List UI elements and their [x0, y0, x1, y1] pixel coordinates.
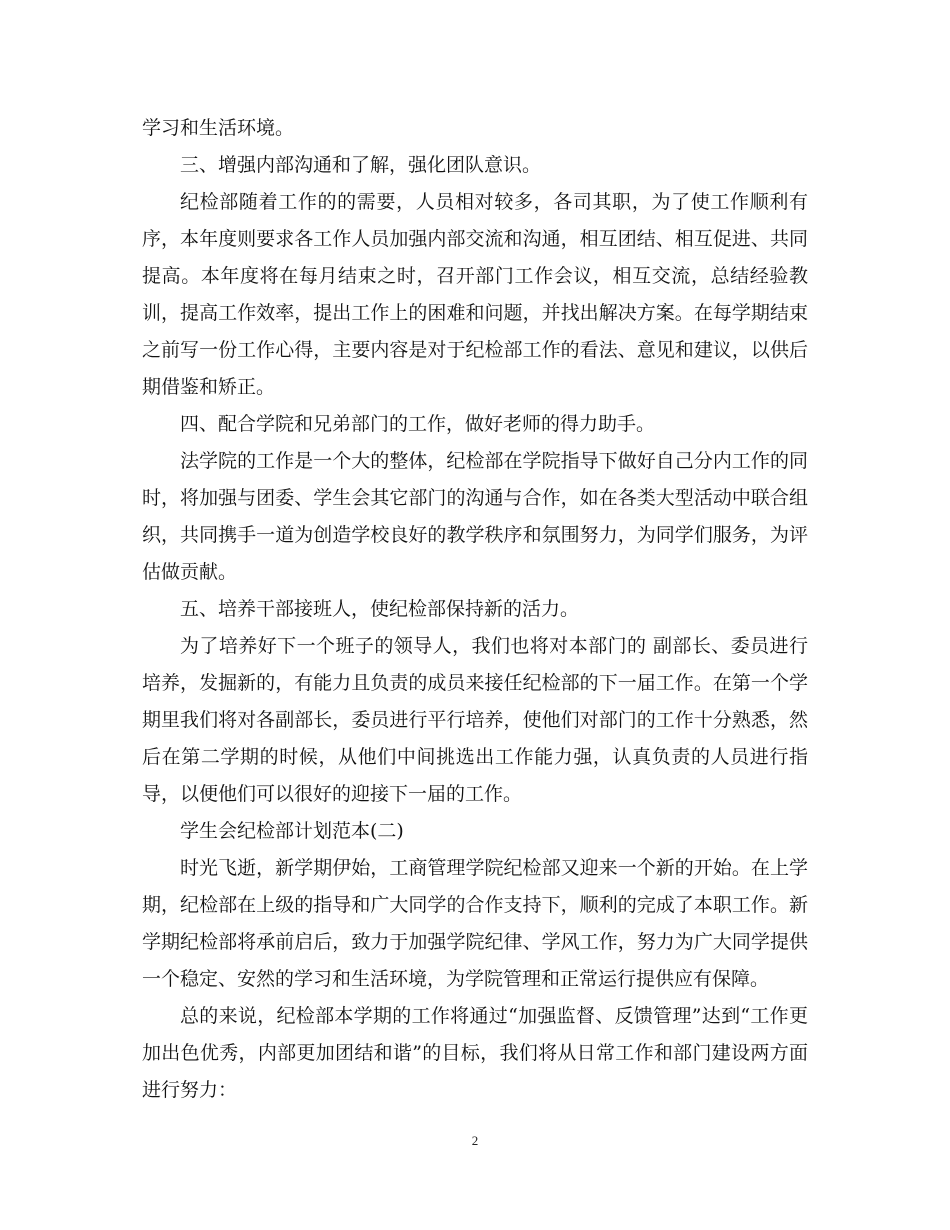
paragraph-continuation: 学习和生活环境。: [142, 117, 295, 139]
paragraph: 纪检部随着工作的的需要，人员相对较多，各司其职，为了使工作顺利有序，本年度则要求各工作人员加强内部交流和沟通，相互团结、相互促进、共同提高。本年度将在每月结束之时，召开部门工作会议，相互交流，总结经验教训，提高工作效率，提出工作上的困难和问题，并找出解决方案。在每学期结束之前写一份工作心得，主要内容是对于纪检部工作的看法、意见和建议，以供后期借鉴和矫正。: [142, 191, 808, 398]
document-body: [142, 110, 808, 1109]
section-heading-4: 四、配合学院和兄弟部门的工作，做好老师的得力助手。: [180, 413, 656, 435]
section-heading-3: 三、增强内部沟通和了解，强化团队意识。: [180, 154, 542, 176]
paragraph: 总的来说，纪检部本学期的工作将通过“加强监督、反馈管理”达到“工作更加出色优秀，内部更加团结和谐”的目标，我们将从日常工作和部门建设两方面进行努力：: [142, 1005, 808, 1101]
page-number: 2: [471, 1133, 479, 1148]
paragraph: 为了培养好下一个班子的领导人，我们也将对本部门的 副部长、委员进行培养，发掘新的，有能力且负责的成员来接任纪检部的下一届工作。在第一个学期里我们将对各副部长，委员进行平行培养，使他们对部门的工作十分熟悉，然后在第二学期的时候，从他们中间挑选出工作能力强，认真负责的人员进行指导，以便他们可以很好的迎接下一届的工作。: [142, 635, 808, 805]
document-subtitle: 学生会纪检部计划范本(二): [180, 820, 404, 842]
paragraph: 时光飞逝，新学期伊始，工商管理学院纪检部又迎来一个新的开始。在上学期，纪检部在上级的指导和广大同学的合作支持下，顺利的完成了本职工作。新学期纪检部将承前启后，致力于加强学院纪律、学风工作，努力为广大同学提供一个稳定、安然的学习和生活环境，为学院管理和正常运行提供应有保障。: [142, 857, 808, 990]
section-heading-5: 五、培养干部接班人，使纪检部保持新的活力。: [180, 598, 580, 620]
paragraph: 法学院的工作是一个大的整体，纪检部在学院指导下做好自己分内工作的同时，将加强与团委、学生会其它部门的沟通与合作，如在各类大型活动中联合组织，共同携手一道为创造学校良好的教学秩序和氛围努力，为同学们服务，为评估做贡献。: [142, 450, 808, 583]
